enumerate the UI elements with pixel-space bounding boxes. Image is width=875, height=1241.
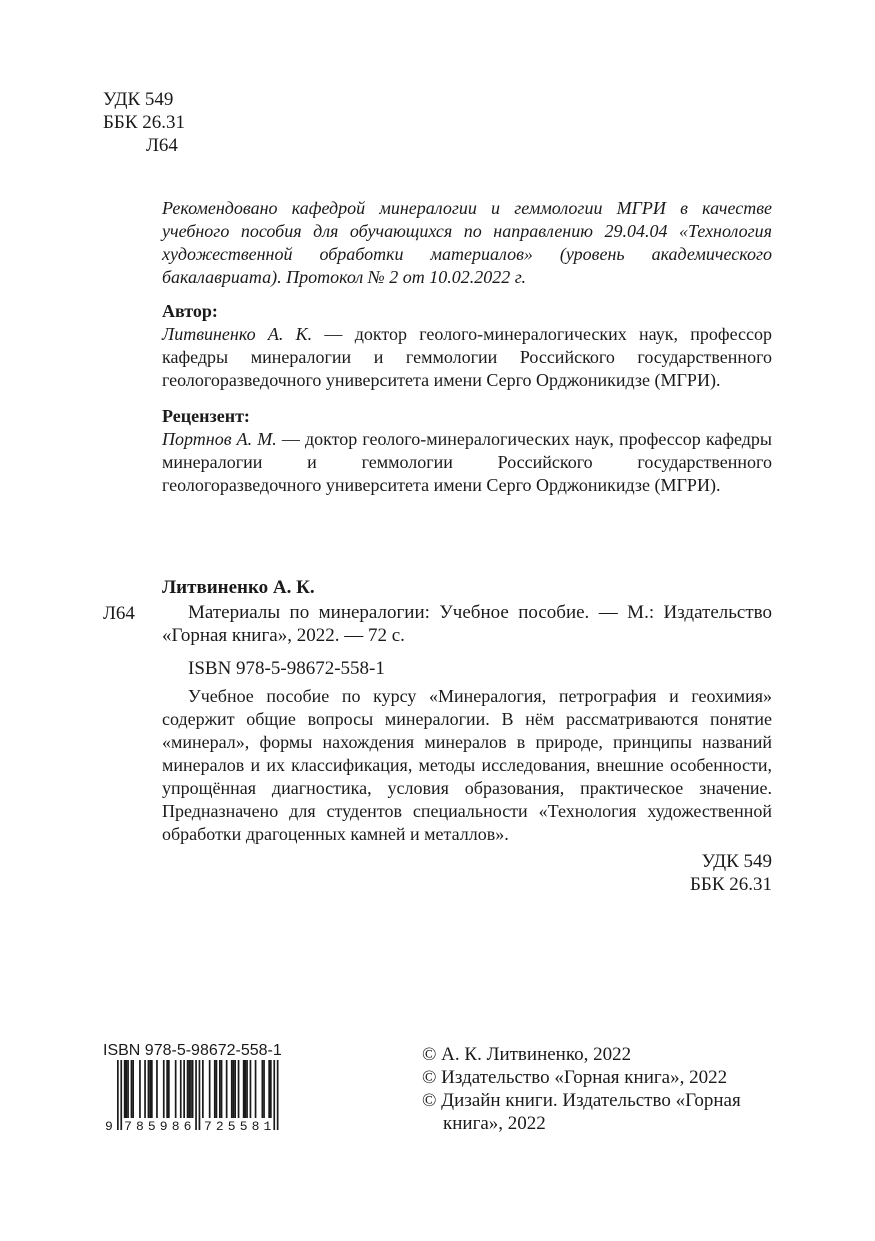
card-annotation: Учебное пособие по курсу «Минералогия, петрография и геохимия» содержит общие вопросы минералогии. В нём рассматриваются понятие «минерал», формы нахождения минералов в природе, принципы названий минералов и их классификация, методы исследования, внешние особенности, упрощённая диагностика, условия образования, практическое значение. Предназначено для студентов специальности «Технология художественной обработки драгоценных камней и металлов».: [162, 686, 772, 844]
copyright-author: © А. К. Литвиненко, 2022: [422, 1044, 632, 1065]
barcode-bar: [175, 1060, 177, 1118]
card-author: Литвиненко А. К.: [162, 577, 315, 598]
reviewer-text: — доктор геолого-минералогических наук, профессор кафедры минералогии и геммологии Российского государственного геологоразведочного университета имени Серго Орджоникидзе (МГРИ).: [162, 429, 772, 495]
barcode-bar: [277, 1060, 279, 1130]
author-description: [162, 323, 772, 392]
barcode-bar: [226, 1060, 228, 1118]
barcode-bar: [246, 1060, 248, 1118]
barcode-bar: [183, 1060, 185, 1118]
barcode-bar: [188, 1060, 190, 1118]
barcode-digit: 7: [204, 1119, 212, 1132]
author-mark: Л64: [146, 135, 178, 156]
barcode-bar: [124, 1060, 126, 1118]
barcode-isbn-label: ISBN 978-5-98672-558-1: [103, 1042, 282, 1059]
isbn-barcode: [103, 1060, 283, 1132]
barcode-bar: [168, 1060, 170, 1118]
recommendation-text: Рекомендовано кафедрой минералогии и геммологии МГРИ в качестве учебного пособия для обучающихся по направлению 29.04.04 «Технология художественной обработки материалов» (уровень академического бакалавриата). Протокол № 2 от 10.02.2022 г.: [162, 198, 772, 287]
author-text: — доктор геолого-минералогических наук, профессор кафедры минералогии и геммологии Российского государственного геологоразведочного университета имени Серго Орджоникидзе (МГРИ).: [162, 324, 772, 390]
barcode-bar: [187, 1060, 189, 1118]
author-heading: Автор:: [162, 301, 218, 321]
card-classification: [690, 850, 772, 896]
barcode-digit: 7: [124, 1119, 132, 1132]
reviewer-description: [162, 428, 772, 497]
barcode-bar: [263, 1060, 265, 1118]
barcode-bar: [202, 1060, 204, 1118]
barcode-bar: [262, 1060, 264, 1118]
barcode-bar: [180, 1060, 182, 1118]
card-isbn: ISBN 978-5-98672-558-1: [188, 658, 385, 679]
barcode-bar: [126, 1060, 128, 1118]
barcode-digit: 2: [215, 1119, 224, 1132]
barcode-bar: [250, 1060, 252, 1118]
barcode-bar: [190, 1060, 192, 1118]
barcode-digit: 5: [147, 1119, 156, 1132]
barcode-bar: [214, 1060, 216, 1118]
udk-code: УДК 549: [103, 89, 174, 110]
barcode-bar: [231, 1060, 233, 1118]
barcode-digit: 9: [159, 1119, 168, 1132]
card-bbk: ББК 26.31: [690, 874, 772, 895]
reviewer-heading: Рецензент:: [162, 406, 250, 426]
card-bibliography: Материалы по минералогии: Учебное пособие. — М.: Издательство «Горная книга», 2022. — 72 с.: [162, 602, 772, 646]
barcode-bar: [255, 1060, 257, 1118]
barcode-digit: 5: [239, 1119, 248, 1132]
card-udk: УДК 549: [701, 851, 772, 872]
barcode-bar: [163, 1060, 165, 1118]
barcode-bar: [270, 1060, 272, 1118]
reviewer-name: Портнов А. М.: [162, 429, 277, 449]
barcode-bar: [131, 1060, 133, 1118]
barcode-bar: [233, 1060, 235, 1118]
barcode-bar: [234, 1060, 236, 1118]
barcode-bar: [219, 1060, 221, 1118]
barcode-digit: 5: [227, 1119, 236, 1132]
barcode-bar: [209, 1060, 211, 1118]
barcode-bar: [192, 1060, 194, 1118]
copyright-publisher: © Издательство «Горная книга», 2022: [422, 1067, 728, 1088]
barcode-bar: [144, 1060, 146, 1118]
bbk-code: ББК 26.31: [103, 112, 185, 133]
barcode-bar: [120, 1060, 122, 1130]
barcode-digit: 8: [251, 1119, 260, 1132]
barcode-digits: [105, 1119, 272, 1132]
barcode-bar: [148, 1060, 150, 1118]
barcode-digit: 9: [105, 1119, 113, 1132]
barcode-bar: [273, 1060, 275, 1130]
barcode-digit: 8: [136, 1119, 144, 1132]
barcode-bar: [139, 1060, 141, 1118]
barcode-bar: [151, 1060, 153, 1118]
barcode-bar: [156, 1060, 158, 1118]
barcode-bar: [149, 1060, 151, 1118]
barcode-digit: 6: [183, 1119, 192, 1132]
barcode-bar: [268, 1060, 270, 1118]
author-name: Литвиненко А. К.: [162, 324, 313, 344]
barcode-bar: [221, 1060, 223, 1118]
barcode-bar: [117, 1060, 119, 1130]
udk-header: [103, 88, 185, 157]
copyright-design-cont: книга», 2022: [443, 1113, 546, 1134]
reviewer-section: [162, 405, 772, 497]
barcode-bar: [199, 1060, 201, 1130]
barcode-bar: [166, 1060, 168, 1118]
barcode-bar: [216, 1060, 218, 1118]
barcode-bar: [127, 1060, 129, 1118]
author-section: [162, 300, 772, 392]
barcode-bar: [243, 1060, 245, 1118]
barcode-bar: [245, 1060, 247, 1118]
copyright-design: © Дизайн книги. Издательство «Горная: [422, 1090, 741, 1111]
barcode-digit: 8: [171, 1119, 180, 1132]
card-author-mark: Л64: [103, 603, 135, 624]
barcode-bar: [132, 1060, 134, 1118]
barcode-bar: [195, 1060, 197, 1130]
barcode-digit: 1: [263, 1119, 272, 1132]
barcode-bar: [238, 1060, 240, 1118]
copyright-block: [422, 1043, 772, 1135]
